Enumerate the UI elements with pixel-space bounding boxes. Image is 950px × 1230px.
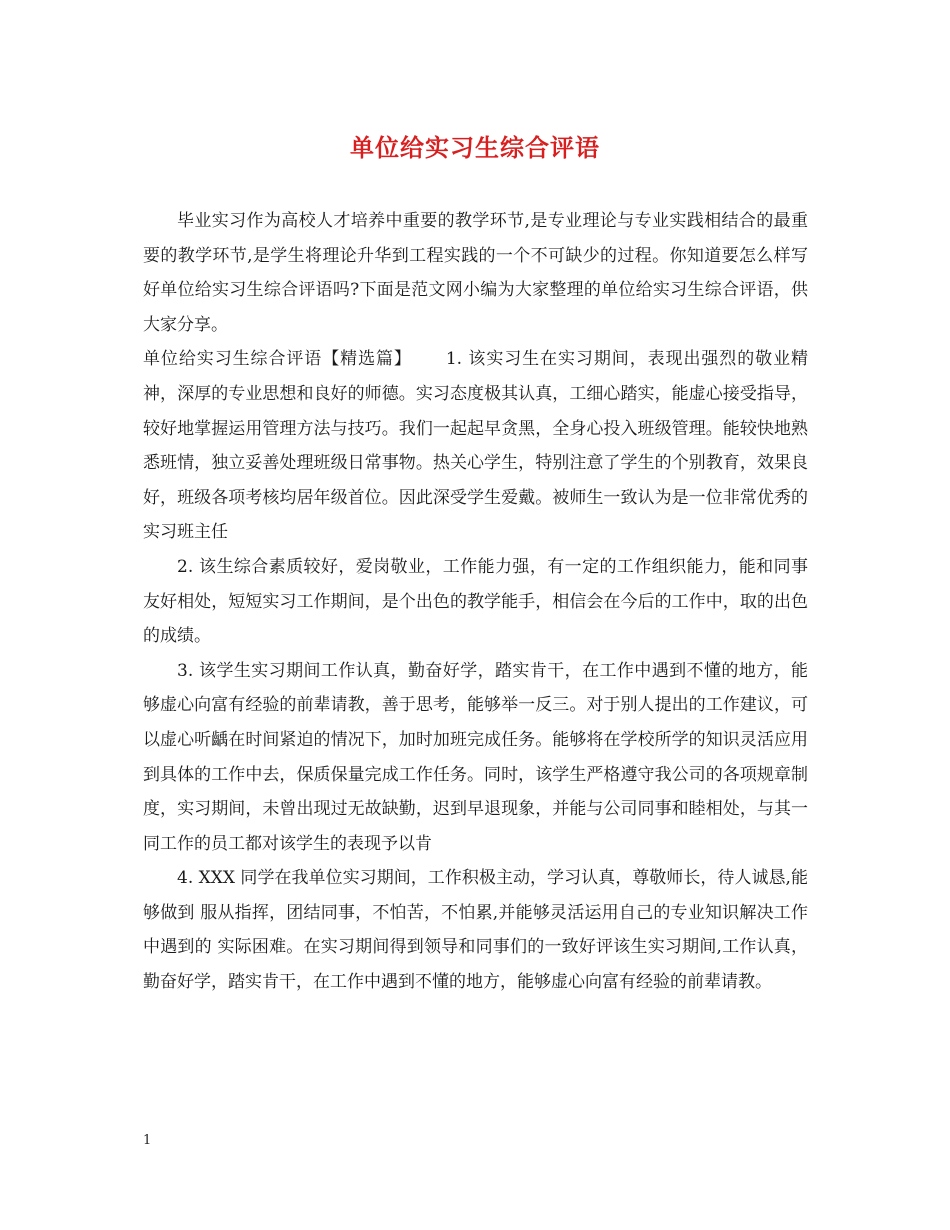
document-title: 单位给实习生综合评语 bbox=[350, 133, 600, 162]
comment-item-3: 3. 该学生实习期间工作认真，勤奋好学，踏实肯干，在工作中遇到不懂的地方，能够虚心向富有经验的前辈请教，善于思考，能够举一反三。对于别人提出的工作建议，可以虚心听齲在时间紧迫的情况下，加时加班完成任务。能够将在学校所学的知识灵活应用到具体的工作中去，保质保量完成工作任务。同时，该学生严格遵守我公司的各项规章制度，实习期间，未曾出现过无故缺勤，迟到早退现象，并能与公司同事和睦相处，与其一同工作的员工都对该学生的表现予以肯 bbox=[143, 660, 808, 854]
document-body bbox=[143, 204, 808, 1000]
comment-item-1: 1. 该实习生在实习期间，表现出强烈的敬业精神，深厚的专业思想和良好的师德。实习态度极其认真，工细心踏实，能虚心接受指导，较好地掌握运用管理方法与技巧。我们一起起早贪黑，全身心投入班级管理。能较快地熟悉班情，独立妥善处理班级日常事物。热关心学生，特别注意了学生的个别教育，效果良好，班级各项考核均居年级首位。因此深受学生爱戴。被师生一致认为是一位非常优秀的实习班主任 bbox=[143, 349, 808, 543]
comment-item-4: 4. XXX 同学在我单位实习期间，工作积极主动，学习认真，尊敬师长，待人诚恳,能够做到 服从指挥，团结同事，不怕苦，不怕累,并能够灵活运用自己的专业知识解决工作中遇到的 实际困难。在实习期间得到领导和同事们的一致好评该生实习期间,工作认真，勤奋好学，踏实肯干，在工作中遇到不懂的地方，能够虚心向富有经验的前辈请教。 bbox=[143, 868, 808, 993]
section-heading: 单位给实习生综合评语【精选篇】 bbox=[143, 349, 412, 370]
page-number: 1 bbox=[143, 1133, 152, 1148]
intro-paragraph: 毕业实习作为高校人才培养中重要的教学环节,是专业理论与专业实践相结合的最重要的教学环节,是学生将理论升华到工程实践的一个不可缺少的过程。你知道要怎么样写好单位给实习生综合评语吗?下面是范文网小编为大家整理的单位给实习生综合评语，供大家分享。 bbox=[143, 211, 808, 335]
comment-item-2: 2. 该生综合素质较好，爱岗敬业，工作能力强，有一定的工作组织能力，能和同事友好相处，短短实习工作期间，是个出色的教学能手，相信会在今后的工作中，取的出色的成绩。 bbox=[143, 556, 808, 647]
section-paragraph bbox=[143, 342, 808, 550]
